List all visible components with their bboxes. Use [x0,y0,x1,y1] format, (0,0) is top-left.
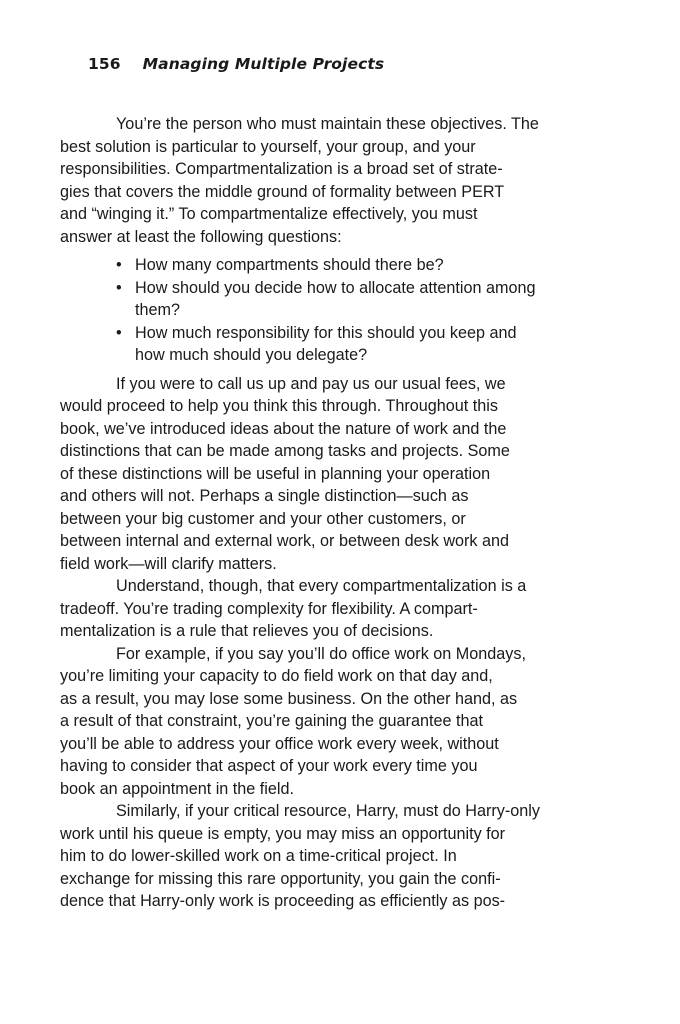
text-line: You’re the person who must maintain these objectives. The [116,115,539,133]
paragraph-3 [60,575,596,643]
paragraph-2 [60,373,596,576]
text-line: between internal and external work, or between desk work and [60,532,510,550]
text-line: of these distinctions will be useful in planning your operation [60,464,491,483]
text-line: how much should you delegate? [135,346,368,364]
text-line: field work—will clarify matters. [60,554,277,573]
text-line: you’ll be able to address your office work every week, without [60,734,499,753]
running-header [88,55,384,73]
text-line: Understand, though, that every compartmentalization is a [116,577,527,595]
paragraph-4 [60,643,596,801]
text-line: How much responsibility for this should you keep and [135,323,517,342]
list-item [88,254,596,277]
paragraph-1 [60,113,596,248]
text-line: a result of that constraint, you’re gaining the guarantee that [60,712,483,730]
text-line: How should you decide how to allocate attention among [135,278,536,297]
list-item [88,322,596,367]
bullet-icon: • [116,278,122,297]
text-line: book, we’ve introduced ideas about the nature of work and the [60,419,507,438]
text-line: answer at least the following questions: [60,227,342,246]
text-line: tradeoff. You’re trading complexity for flexibility. A compart- [60,599,478,618]
text-line: exchange for missing this rare opportunity, you gain the confi- [60,869,501,888]
bullet-icon: • [116,323,122,342]
page-number: 156 [88,55,121,73]
text-line: For example, if you say you’ll do office work on Mondays, [116,644,526,663]
text-line: between your big customer and your other customers, or [60,509,466,528]
text-line: having to consider that aspect of your work every time you [60,757,478,775]
text-line: mentalization is a rule that relieves you of decisions. [60,622,434,640]
chapter-title: Managing Multiple Projects [142,55,385,73]
text-line: gies that covers the middle ground of formality between PERT [60,182,505,201]
text-line: best solution is particular to yourself, your group, and your [60,137,476,156]
text-line: Similarly, if your critical resource, Harry, must do Harry-only [116,802,540,820]
text-line: responsibilities. Compartmentalization is a broad set of strate- [60,160,503,178]
text-line: How many compartments should there be? [135,256,444,274]
text-line: as a result, you may lose some business. On the other hand, as [60,689,518,708]
text-line: distinctions that can be made among tasks and projects. Some [60,442,510,460]
bullet-icon: • [116,256,122,274]
text-line: them? [135,301,180,319]
list-item [88,277,596,322]
page-body [60,113,596,913]
text-line: him to do lower-skilled work on a time-critical project. In [60,847,457,865]
paragraph-5 [60,800,596,913]
text-line: would proceed to help you think this through. Throughout this [60,397,498,415]
question-list [88,254,596,367]
text-line: and others will not. Perhaps a single distinction—such as [60,487,469,505]
text-line: work until his queue is empty, you may miss an opportunity for [60,824,506,843]
text-line: you’re limiting your capacity to do field work on that day and, [60,667,493,685]
text-line: If you were to call us up and pay us our usual fees, we [116,374,506,393]
text-line: book an appointment in the field. [60,779,294,798]
text-line: and “winging it.” To compartmentalize effectively, you must [60,205,478,223]
text-line: dence that Harry-only work is proceeding as efficiently as pos- [60,892,506,910]
